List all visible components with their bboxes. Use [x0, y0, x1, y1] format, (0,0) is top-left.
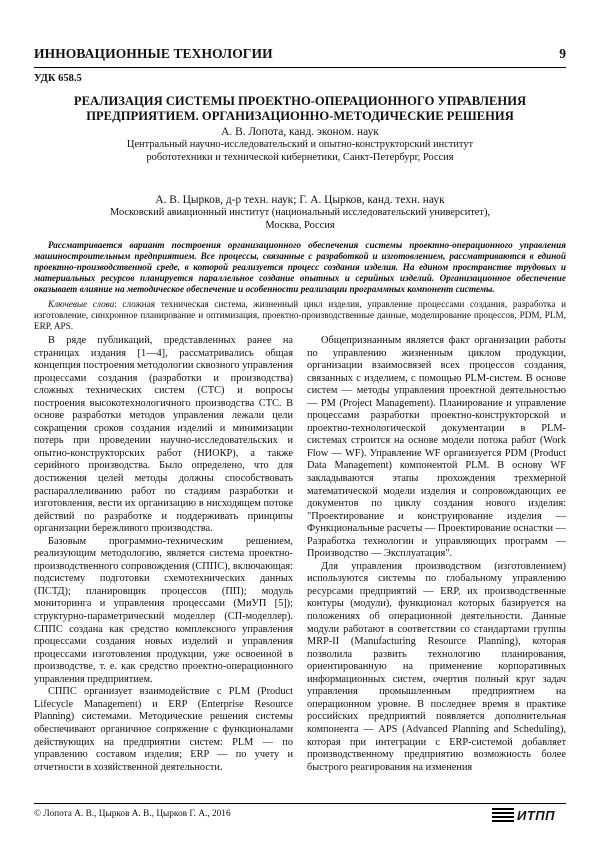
udk-code: УДК 658.5 — [34, 73, 82, 84]
author-name: А. В. Цырков, д-р техн. наук; Г. А. Цырков, канд. техн. наук — [155, 194, 445, 206]
abstract: Рассматривается вариант построения организационного обеспечения системы проектно-операционного управления машиностроительным предприятием. Все процессы, связанные с разработкой и изготовлением, рассматриваются в единой проектно-производственной среде, в которой реализуется процесс создания изделия. На едином пространстве трудовых и материальных ресурсов планируется параллельное создание опытных и серийных изделий. Организационное обеспечение оказывает влияние на методическое обеспечение и особенности реализации программных компонент системы. — [34, 240, 566, 294]
article-title-line: ПРЕДПРИЯТИЕМ. ОРГАНИЗАЦИОННО-МЕТОДИЧЕСКИЕ РЕШЕНИЯ — [86, 109, 514, 123]
keywords-label: Ключевые слова — [48, 299, 115, 309]
author-affiliation: Москва, Россия — [265, 219, 335, 231]
body-paragraph: СППС организует взаимодействие с PLM (Product Lifecycle Management) и ERP (Enterprise Resource Planning) системами. Методические решения системы обеспечивают органичное сопряжение с функционалами действующих на предприятии систем: PLM — по управлению составом изделия; ERP — по учету и отчетности в хозяйственной деятельности. — [34, 686, 293, 773]
author-affiliation: робототехники и технической кибернетики, Санкт-Петербург, Россия — [146, 151, 454, 163]
page-number: 9 — [559, 46, 566, 61]
logo-text: ИТПП — [517, 808, 555, 823]
keywords-text: : сложная техническая система, жизненный цикл изделия, управление процессами создания, разработка и изготовление, синхронное планирование и оптимизация, проектно-производственные данные, моделирование процессов, PDM, PLM, ERP, APS. — [34, 299, 566, 331]
author-block — [34, 125, 566, 164]
journal-section-title: ИННОВАЦИОННЫЕ ТЕХНОЛОГИИ — [34, 46, 273, 61]
keywords — [34, 299, 566, 332]
author-affiliation: Центральный научно-исследовательский и опытно-конструкторский институт — [126, 139, 474, 150]
body-paragraph: Базовым программно-техническим решением, реализующим методологию, является система проектно-производственного сопровождения (СППС), включающая: подсистему подготовки схемотехнических данных (ПСТД); планировщик процессов (ПП); модуль мониторинга и управления процессами (МиУП [5]); структурно-параметрический моделлер (СП-моделлер). СППС создана как средство комплексного управления процессами создания новых изделий и управления процессами изготовления продукции, уже освоенной в производстве, т. е. как средство проектно-операционного управления предприятием. — [34, 535, 293, 685]
body-column-left — [34, 335, 293, 774]
body-paragraph: Общепризнанным является факт организации работы по управлению жизненным циклом продукции, организации взаимосвязей всех процессов создания, связанных с изделием, с помощью PLM-систем. В основе систем — методы управления проектной деятельностью — PM (Project Management). Планирование и управление процессами разработки проектно-конструкторской и проектно-технологической документации в PLM-системах строится на основе модели потока работ (Work Flow — WF). Управление WF организуется PDM (Product Data Management) компонентой PLM. В основу WF закладываются этапы прохождения трехмерной математической модели изделия и сопровождающих ее документов по циклу создания нового изделия: "Проектирование и конструирование изделия — Функциональные расчеты — Проектирование оснастки — Разработка технологии и управляющих программ — Производство — Эксплуатация". — [307, 335, 566, 560]
author-name: А. В. Лопота, канд. эконом. наук — [221, 126, 379, 138]
article-title-line: РЕАЛИЗАЦИЯ СИСТЕМЫ ПРОЕКТНО-ОПЕРАЦИОННОГО УПРАВЛЕНИЯ — [73, 94, 527, 108]
body-paragraph: Для управления производством (изготовлением) используются системы по глобальному управлению ресурсами предприятий — ERP, их производственные контуры (модули), функционал которых базируется на положениях об операционной деятельности. Данные модули работают в соответствии со стандартами группы MRP-II (Manufacturing Resource Planning), которая позволила развить технологию планирования, ориентированную на применение корпоративных информационных систем, очертив полный круг задач управления промышленным предприятием на операционном уровне. В последнее время в практике российских предприятий появляется дополнительная компонента — APS (Advanced Planning and Scheduling), которая при интеграции с ERP-системой добавляет производственному предприятию возможность более быстрого реагирования на изменения — [307, 560, 566, 773]
body-paragraph: В ряде публикаций, представленных ранее на страницах издания [1—4], рассматривались общая концепция построения методологии сквозного управления процессами создания (разработки и производства) сложных технических систем (СТС) и вопросы построения высокотехнологичного производства СТС. В основе разработки методов управления лежали цели сокращения сроков создания изделий и минимизации потерь при проведении научно-исследовательских и опытно-конструкторских работ (НИОКР), а также серийного производства. Было определено, что для достижения целей методы должны способствовать распараллеливанию работ по стадиям разработки и изготовления, вести их организацию в нисходящем потоке действий по разработке и поддерживать принципы организации бережливого производства. — [34, 335, 293, 535]
author-block — [34, 193, 566, 232]
journal-page — [34, 0, 566, 848]
publisher-logo — [492, 806, 566, 828]
author-affiliation: Московский авиационный институт (национальный исследовательский университет), — [109, 207, 491, 218]
article-title — [34, 94, 566, 124]
footer-rule — [34, 803, 566, 804]
header-rule — [34, 67, 566, 68]
running-header — [34, 46, 566, 66]
copyright-notice: © Лопота А. В., Цырков А. В., Цырков Г. А., 2016 — [34, 809, 231, 819]
body-column-right — [307, 335, 566, 774]
logo-stripes-icon — [492, 808, 514, 824]
